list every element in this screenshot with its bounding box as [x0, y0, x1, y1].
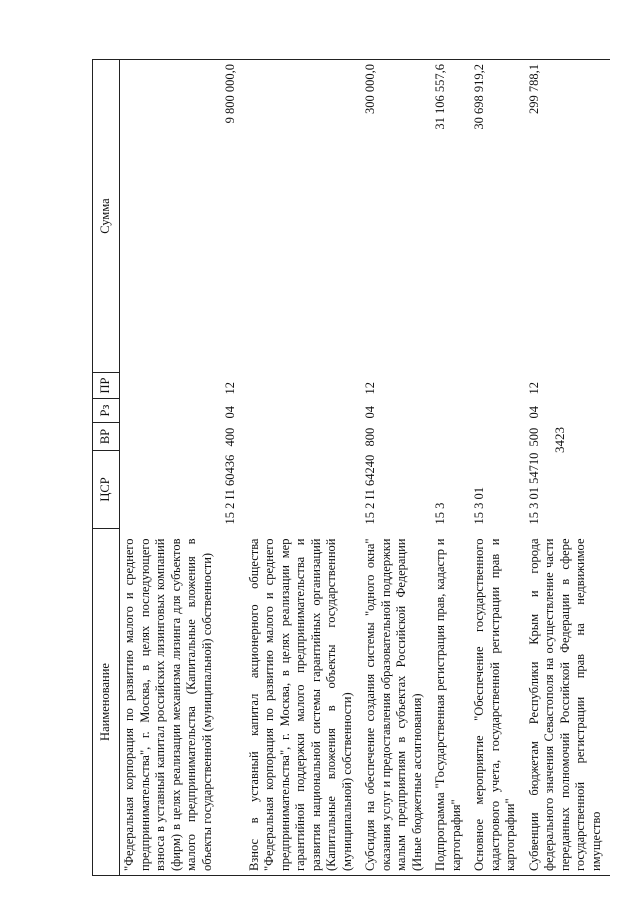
header-vr: ВР — [93, 423, 120, 451]
row-vr — [245, 423, 362, 451]
row-csr: 15 2 I1 60436 — [223, 454, 237, 525]
row-sum: 9 800 000,0 — [221, 60, 245, 373]
header-sum: Сумма — [93, 60, 120, 373]
row-csr: 15 3 — [433, 502, 447, 525]
row-sum: 30 698 919,2 — [470, 60, 525, 373]
row-name: "Федеральная корпорация по развитию малого и среднего предпринимательства", г. Москва, в целях последующего взноса в уставный капитал российских лизинговых компаний (фирм) в целях реализации механизма лизинга для субъектов малого предпринимательства (Капитальные вложения в объекты государственной (муниципальной) собственности) — [120, 529, 222, 876]
row-name: Субвенции бюджетам Республики Крым и города федерального значения Севастополя на осуществление части переданных полномочий Российской Федерации в сфере государственной регистрации прав на недвижимое имущество — [525, 529, 611, 876]
table-row — [361, 60, 431, 876]
row-name: Подпрограмма "Государственная регистрация прав, кадастр и картография" — [431, 529, 470, 876]
row-rz — [245, 399, 362, 423]
table-row — [431, 60, 470, 876]
row-name: Основное мероприятие "Обеспечение государственного кадастрового учета, государственной регистрации прав и картографии" — [470, 529, 525, 876]
row-rz — [431, 399, 470, 423]
row-pr — [470, 373, 525, 399]
row-sum: 299 788,1 — [525, 60, 611, 373]
row-name: Взнос в уставный капитал акционерного общества "Федеральная корпорация по развитию малого и среднего предпринимательства", г. Москва, в целях реализации мер гарантийной поддержки малого предпринимательства и развития национальной системы гарантийных организаций (Капитальные вложения в объекты государственной (муниципальной) собственности) — [245, 529, 362, 876]
row-csr — [245, 451, 362, 529]
row-rz — [470, 399, 525, 423]
row-sum — [120, 60, 222, 373]
row-pr: 12 — [223, 382, 237, 395]
table-row — [245, 60, 362, 876]
row-rz — [120, 399, 222, 423]
row-sum: 31 106 557,6 — [431, 60, 470, 373]
table-header-row — [93, 60, 120, 876]
row-sum: 300 000,0 — [361, 60, 431, 373]
row-vr — [470, 423, 525, 451]
budget-table — [92, 59, 610, 876]
row-csr — [120, 451, 222, 529]
header-rz: Рз — [93, 399, 120, 423]
row-rz: 04 — [363, 406, 377, 419]
row-pr — [245, 373, 362, 399]
row-pr: 12 — [526, 382, 541, 395]
row-csr: 15 3 01 54710 — [526, 452, 541, 525]
row-vr: 800 — [363, 427, 377, 447]
row-name: Субсидия на обеспечение создания системы "одного окна" оказания услуг и предоставления образовательной поддержки малым предприятиям в субъектах Российской Федерации (Иные бюджетные ассигнования) — [361, 529, 431, 876]
row-vr — [120, 423, 222, 451]
table-row — [221, 60, 245, 876]
row-pr — [431, 373, 470, 399]
table-row — [525, 60, 611, 876]
budget-table-sheet — [92, 60, 603, 876]
row-csr: 15 2 I1 64240 — [363, 454, 377, 525]
row-name — [221, 529, 245, 876]
row-vr: 400 — [223, 427, 237, 447]
row-vr: 500 — [526, 427, 541, 447]
row-sum — [245, 60, 362, 373]
row-pr — [120, 373, 222, 399]
row-rz: 04 — [526, 406, 541, 419]
header-pr: ПР — [93, 373, 120, 399]
row-csr: 15 3 01 — [472, 487, 486, 525]
row-rz: 04 — [223, 406, 237, 419]
header-csr: ЦСР — [93, 451, 120, 529]
header-name: Наименование — [93, 529, 120, 876]
table-row — [120, 60, 222, 876]
row-vr — [431, 423, 470, 451]
row-pr: 12 — [363, 382, 377, 395]
table-row — [470, 60, 525, 876]
page-number: 3423 — [552, 427, 567, 453]
